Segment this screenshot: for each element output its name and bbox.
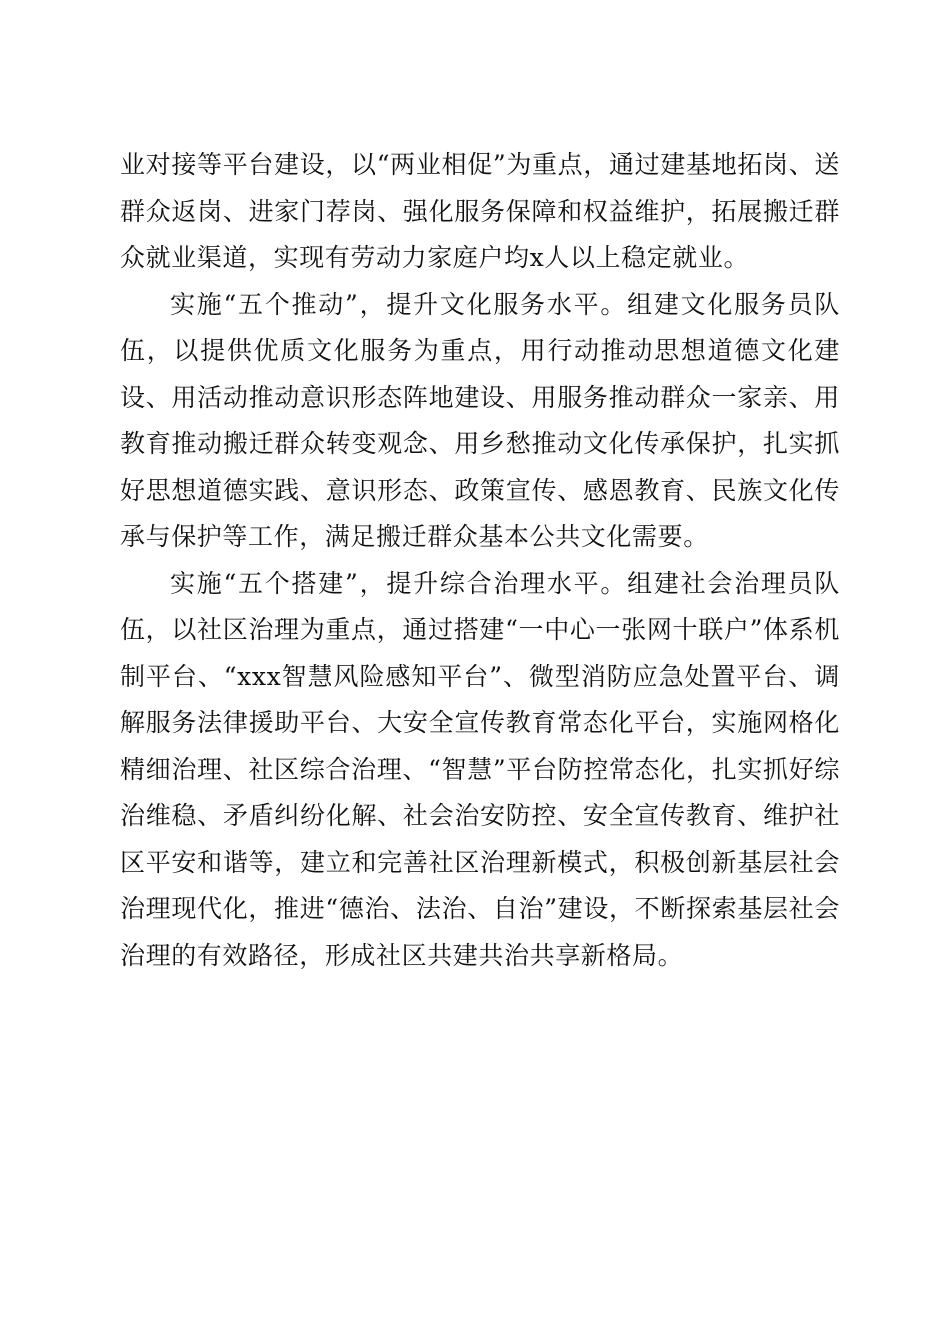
document-body [120,142,840,979]
paragraph-culture-service: 实施“五个推动”，提升文化服务水平。组建文化服务员队伍，以提供优质文化服务为重点，用行动推动思想道德文化建设、用活动推动意识形态阵地建设、用服务推动群众一家亲、用教育推动搬迁群众转变观念、用乡愁推动文化传承保护，扎实抓好思想道德实践、意识形态、政策宣传、感恩教育、民族文化传承与保护等工作，满足搬迁群众基本公共文化需要。 [120,289,840,551]
paragraph-governance: 实施“五个搭建”，提升综合治理水平。组建社会治理员队伍，以社区治理为重点，通过搭建“一中心一张网十联户”体系机制平台、“xxx智慧风险感知平台”、微型消防应急处置平台、调解服务法律援助平台、大安全宣传教育常态化平台，实施网格化精细治理、社区综合治理、“智慧”平台防控常态化，扎实抓好综治维稳、矛盾纠纷化解、社会治安防控、安全宣传教育、维护社区平安和谐等，建立和完善社区治理新模式，积极创新基层社会治理现代化，推进“德治、法治、自治”建设，不断探索基层社会治理的有效路径，形成社区共建共治共享新格局。 [120,568,840,970]
paragraph-employment: 业对接等平台建设，以“两业相促”为重点，通过建基地拓岗、送群众返岗、进家门荐岗、强化服务保障和权益维护，拓展搬迁群众就业渠道，实现有劳动力家庭户均x人以上稳定就业。 [120,150,840,272]
